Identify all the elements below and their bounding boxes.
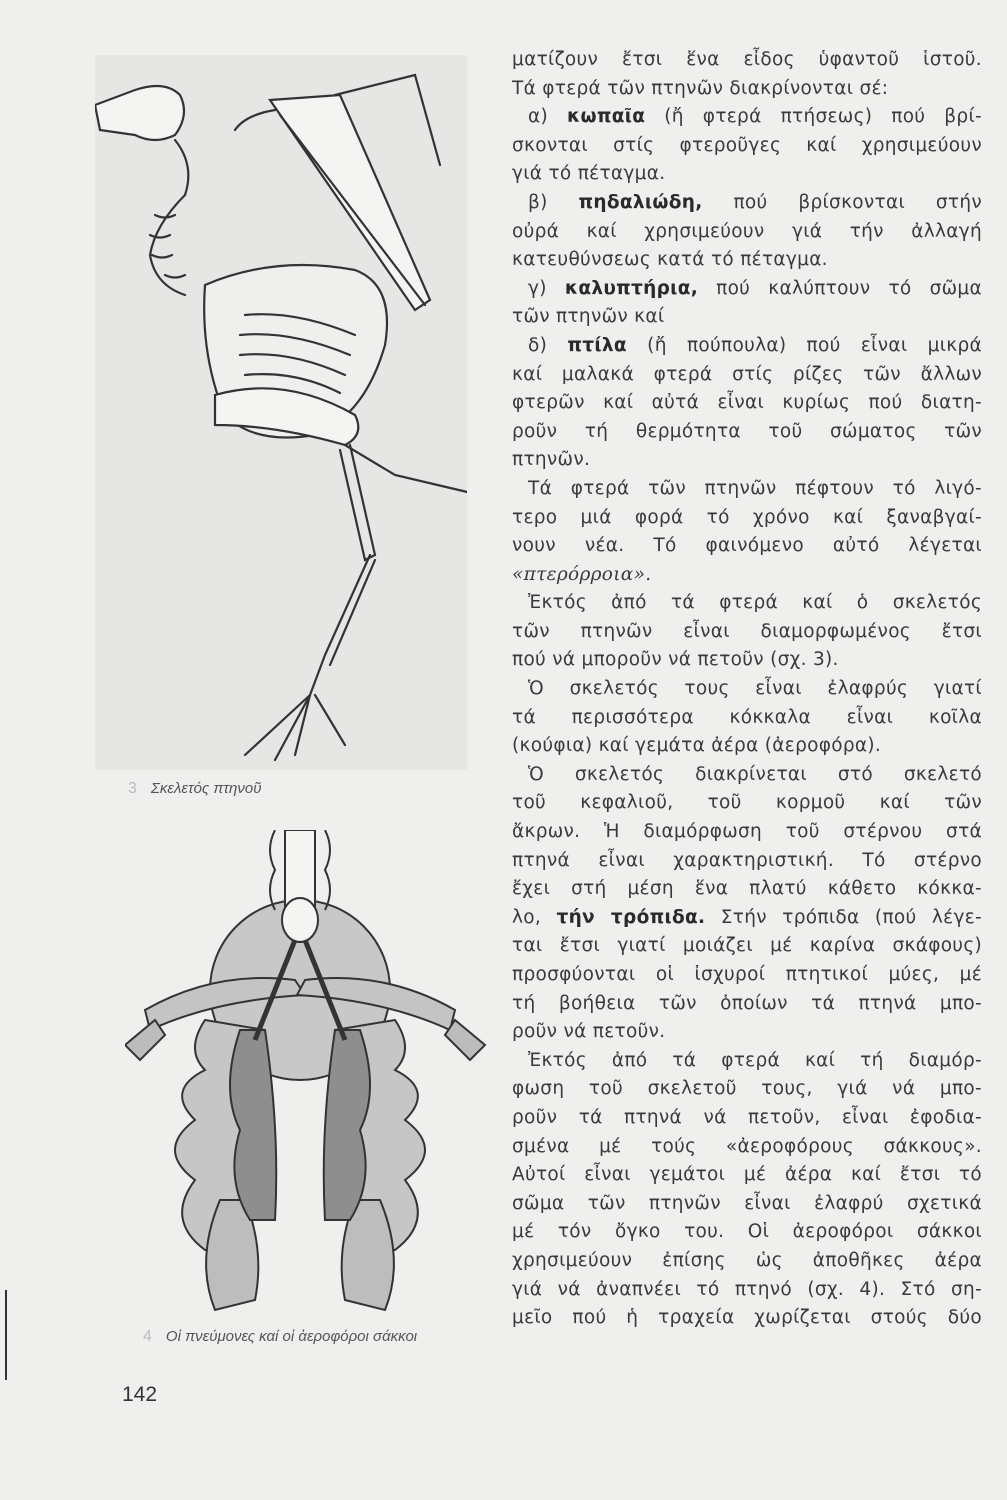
text-line [512, 75, 982, 104]
text-line [512, 761, 982, 790]
bold-term: κωπαῖα [567, 106, 646, 128]
text-run: τῶν πτηνῶν εἶναι διαμορφωμένος ἔτσι [512, 620, 982, 642]
figure-bird-skeleton [95, 55, 467, 770]
text-run: φτερῶν καί αὐτά εἶναι κυρίως πού διατη- [512, 392, 982, 414]
text-run: Ὁ σκελετός διακρίνεται στό σκελετό [528, 763, 982, 785]
text-run: καί μαλακά φτερά στίς ρίζες τῶν ἄλλων [512, 363, 982, 385]
text-line [512, 389, 982, 418]
text-line [512, 1247, 982, 1276]
text-run: Ὁ σκελετός τους εἶναι ἐλαφρύς γιατί [528, 678, 982, 700]
text-run: λο, [512, 906, 557, 928]
text-run: τή βοήθεια τῶν ὁποίων τά πτηνά μπο- [512, 992, 982, 1014]
text-line [512, 1075, 982, 1104]
text-run: σμένα μέ τούς «ἀεροφόρους σάκκους». [512, 1135, 982, 1157]
text-run: προσφύονται οἱ ἰσχυροί πτητικοί μύες, μέ [512, 964, 982, 985]
text-run: (κούφια) καί γεμάτα ἀέρα (ἀεροφόρα). [512, 735, 882, 757]
text-line [512, 789, 982, 818]
text-run: (ἤ πούπουλα) πού εἶναι μικρά [626, 334, 982, 356]
text-run: ματίζουν ἔτσι ἕνα εἶδος ὑφαντοῦ ἱστοῦ. [512, 49, 982, 70]
bird-skeleton-drawing [95, 55, 467, 770]
text-line [512, 189, 982, 218]
text-line [512, 218, 982, 247]
text-run: Αὐτοί εἶναι γεμάτοι μέ ἀέρα καί ἔτσι τό [512, 1164, 982, 1186]
text-run: σῶμα τῶν πτηνῶν εἶναι ἐλαφρύ σχετικά [512, 1192, 982, 1214]
figure-3-number: 3 [128, 780, 137, 797]
text-run: ροῦν τά πτηνά νά πετοῦν, εἶναι ἐφοδια- [512, 1106, 982, 1128]
text-line [512, 504, 982, 533]
text-run: γιά νά ἀναπνέει τό πτηνό (σχ. 4). Στό ση- [512, 1278, 982, 1300]
text-run: κατευθύνσεως κατά τό πέταγμα. [512, 249, 828, 271]
text-line [512, 961, 982, 990]
text-line [512, 46, 982, 75]
text-run: πού βρίσκονται στήν [702, 191, 982, 213]
text-line [512, 446, 982, 475]
text-run: μεῖο πού ἡ τραχεία χωρίζεται στούς δύο [512, 1307, 982, 1329]
text-run: Στήν τρόπιδα (πού λέγε- [705, 906, 982, 928]
text-run: δ) [528, 334, 568, 356]
air-sacs-drawing [125, 830, 505, 1320]
text-line [512, 532, 982, 561]
text-line [512, 732, 982, 761]
figure-4-caption [143, 1328, 417, 1346]
figure-3-caption [128, 780, 261, 798]
text-run: τοῦ κεφαλιοῦ, τοῦ κορμοῦ καί τῶν [512, 792, 982, 814]
text-run: οὐρά καί χρησιμεύουν γιά τήν ἀλλαγή [512, 220, 982, 242]
text-run: τά περισσότερα κόκκαλα εἶναι κοῖλα [512, 706, 982, 728]
text-run: ροῦν νά πετοῦν. [512, 1021, 666, 1043]
text-line [512, 818, 982, 847]
text-line [512, 1304, 982, 1333]
figure-4-caption-text: Οἱ πνεύμονες καί οἱ ἀεροφόροι σάκκοι [165, 1328, 418, 1345]
text-run: Τά φτερά τῶν πτηνῶν διακρίνονται σέ: [512, 77, 889, 99]
text-run: φωση τοῦ σκελετοῦ τους, γιά νά μπο- [512, 1078, 982, 1100]
text-run: νουν νέα. Τό φαινόμενο αὐτό λέγεται [512, 535, 982, 557]
text-line [512, 847, 982, 876]
text-line [512, 1190, 982, 1219]
margin-mark [5, 1290, 7, 1380]
text-line [512, 1018, 982, 1047]
text-line [512, 1218, 982, 1247]
figure-3-caption-text: Σκελετός πτηνοῦ [150, 780, 262, 797]
text-line [512, 618, 982, 647]
text-line [512, 475, 982, 504]
figure-air-sacs [125, 830, 505, 1320]
text-line [512, 246, 982, 275]
text-line [512, 875, 982, 904]
text-line [512, 303, 982, 332]
text-line [512, 646, 982, 675]
bold-term: τήν τρόπιδα. [556, 906, 706, 928]
text-line [512, 132, 982, 161]
text-line [512, 361, 982, 390]
text-run: γ) [528, 277, 565, 299]
text-run: ἄκρων. Ἡ διαμόρφωση τοῦ στέρνου στά [512, 821, 982, 843]
body-text-column [512, 46, 982, 1333]
text-run: ται ἔτσι γιατί μοιάζει μέ καρίνα σκάφους) [512, 935, 982, 957]
text-line [512, 1276, 982, 1305]
text-line [512, 332, 982, 361]
text-run: β) [528, 191, 579, 213]
text-line [512, 589, 982, 618]
text-line [512, 275, 982, 304]
text-line [512, 561, 982, 590]
text-line [512, 1104, 982, 1133]
bold-term: καλυπτήρια, [564, 277, 699, 299]
text-run: ἔχει στή μέση ἕνα πλατύ κάθετο κόκκα- [512, 878, 982, 900]
text-run: Ἐκτός ἀπό τά φτερά καί τή διαμόρ- [528, 1049, 982, 1071]
text-line [512, 1047, 982, 1076]
text-run: τῶν πτηνῶν καί [512, 306, 665, 328]
text-run: σκονται στίς φτεροῦγες καί χρησιμεύουν [512, 134, 982, 156]
italic-term: «πτερόρροια». [512, 563, 652, 585]
text-run: γιά τό πέταγμα. [512, 163, 666, 185]
bold-term: πηδαλιώδη, [578, 191, 703, 213]
text-run: (ἤ φτερά πτήσεως) πού βρί- [645, 106, 982, 128]
text-run: πτηνῶν. [512, 449, 591, 471]
text-line [512, 990, 982, 1019]
bold-term: πτίλα [567, 334, 627, 356]
text-line [512, 932, 982, 961]
text-run: πού καλύπτουν τό σῶμα [698, 277, 982, 299]
text-run: Ἐκτός ἀπό τά φτερά καί ὁ σκελετός [528, 592, 982, 614]
page-number: 142 [122, 1383, 158, 1406]
text-run: μέ τόν ὄγκο του. Οἱ ἀεροφόροι σάκκοι [512, 1221, 982, 1243]
text-line [512, 418, 982, 447]
text-line [512, 160, 982, 189]
text-run: πτηνά εἶναι χαρακτηριστική. Τό στέρνο [512, 849, 982, 871]
text-line [512, 904, 982, 933]
text-run: τερο μιά φορά τό χρόνο καί ξαναβγαί- [512, 506, 982, 528]
text-run: χρησιμεύουν ἐπίσης ὡς ἀποθῆκες ἀέρα [512, 1249, 982, 1271]
text-line [512, 1161, 982, 1190]
text-run: ροῦν τή θερμότητα τοῦ σώματος τῶν [512, 420, 982, 442]
figure-4-number: 4 [143, 1328, 152, 1345]
text-line [512, 704, 982, 733]
text-line [512, 1133, 982, 1162]
text-run: α) [528, 106, 567, 128]
text-run: Τά φτερά τῶν πτηνῶν πέφτουν τό λιγό- [528, 477, 982, 499]
text-line [512, 675, 982, 704]
text-line [512, 103, 982, 132]
text-run: πού νά μποροῦν νά πετοῦν (σχ. 3). [512, 649, 839, 671]
